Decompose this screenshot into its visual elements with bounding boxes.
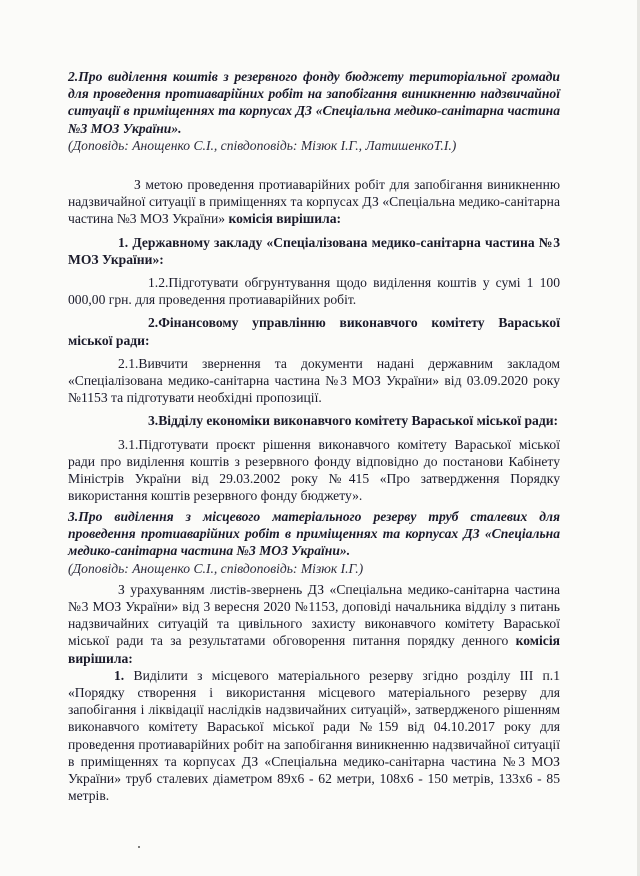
section-2-body	[68, 176, 560, 504]
section-3-title: 3.Про виділення з місцевого матеріального резерву труб сталевих для проведення протиаварійних робіт в приміщеннях та корпусах ДЗ «Спеціальна медико-санітарна частина №3 МОЗ України».	[68, 509, 560, 559]
section-2-decision-label: комісія вирішила:	[228, 211, 342, 227]
section-3-item-1-text: Виділити з місцевого матеріального резерву згідно розділу ІІІ п.1 «Порядку створення і використання місцевого матеріального резерву для запобігання і ліквідації наслідків надзвичайних ситуацій», затвердженого рішенням виконавчого комітету Вараської міської ради №159 від 04.10.2017 року для проведення протиаварійних робіт на запобігання виникненню надзвичайної ситуації в приміщеннях та корпусах ДЗ «Спеціальна медико-санітарна частина №3 МОЗ України» труб сталевих діаметром 89х6 - 62 метри, 108х6 - 150 метрів, 133х6 - 85 метрів.	[68, 667, 560, 804]
section-2-item-1-heading: 1. Державному закладу «Спеціалізована медико-санітарна частина №3 МОЗ України»:	[68, 234, 560, 267]
scan-speck	[138, 846, 140, 848]
section-2-item-1-1: 1.2.Підготувати обгрунтування щодо виділення коштів у сумі 1 100 000,00 грн. для проведення протиаварійних робіт.	[68, 275, 560, 308]
section-3	[68, 508, 560, 804]
section-2-intro	[68, 176, 560, 228]
section-2-reporter: (Доповідь: Анощенко С.І., співдоповідь: Мізюк І.Г., ЛатишенкоТ.І.)	[68, 137, 457, 153]
section-2-title: 2.Про виділення коштів з резервного фонду бюджету територіальної громади для проведення протиаварійних робіт на запобігання виникненню надзвичайної ситуації в приміщеннях та корпусах ДЗ «Спеціальна медико-санітарна частина №3 МОЗ України».	[68, 69, 560, 136]
section-2-intro-text: З метою проведення протиаварійних робіт для запобігання виникненню надзвичайної ситуації в приміщеннях та корпусах ДЗ «Спеціальна медико-санітарна частина №3 МОЗ України»	[68, 177, 560, 227]
section-2	[68, 68, 560, 154]
section-2-item-2-1: 2.1.Вивчити звернення та документи надані державним закладом «Спеціалізована медико-санітарна частина №3 МОЗ України» від 03.09.2020 року №1153 та підготувати необхідні пропозиції.	[68, 355, 560, 406]
section-3-decision-label: комісія вирішила:	[68, 633, 560, 666]
section-3-item-1	[68, 667, 560, 805]
section-3-intro-text: З урахуванням листів-звернень ДЗ «Спеціальна медико-санітарна частина №3 МОЗ України» від 3 вересня 2020 №1153, доповіді начальника відділу з питань надзвичайних ситуацій та цивільного захисту виконавчого комітету Вараської міської ради та за результатами обговорення питання порядку денного	[68, 581, 560, 649]
section-3-reporter: (Доповідь: Анощенко С.І., співдоповідь: Мізюк І.Г.)	[68, 560, 364, 576]
section-2-item-3-1: 3.1.Підготувати проєкт рішення виконавчого комітету Вараської міської ради про виділення коштів з резервного фонду відповідно до постанови Кабінету Міністрів України від 29.03.2002 року №415 «Про затвердження Порядку використання коштів резервного фонду бюджету».	[68, 436, 560, 504]
section-3-intro	[68, 581, 560, 667]
section-2-item-3-heading: 3.Відділу економіки виконавчого комітету Вараської міської ради:	[148, 413, 559, 429]
section-3-item-1-number: 1.	[114, 667, 125, 683]
section-2-item-2-heading: 2.Фінансовому управлінню виконавчого комітету Вараської міської ради:	[68, 315, 560, 348]
